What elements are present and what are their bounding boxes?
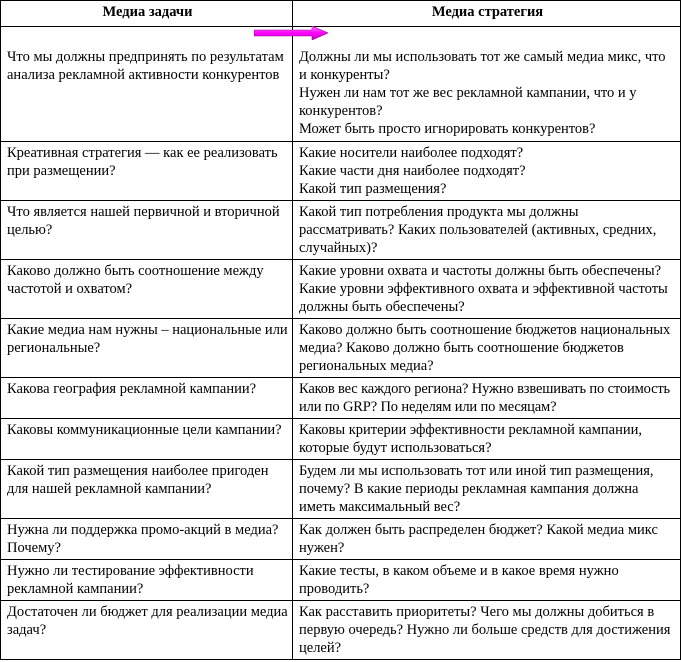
strategy-line: Какие носители наиболее подходят? bbox=[299, 145, 524, 161]
task-cell: Что является нашей первичной и вторичной целью? bbox=[1, 201, 293, 260]
strategy-cell: Каков вес каждого региона? Нужно взвешивать по стоимость или по GRP? По неделям или по месяцам? bbox=[293, 378, 681, 419]
strategy-cell: Каково должно быть соотношение бюджетов национальных медиа? Каково должно быть соотношение бюджетов региональных медиа? bbox=[293, 319, 681, 378]
strategy-cell: Каковы критерии эффективности рекламной кампании, которые будут использоваться? bbox=[293, 419, 681, 460]
table-row bbox=[1, 201, 681, 260]
strategy-cell: Будем ли мы использовать тот или иной тип размещения, почему? В какие периоды рекламная кампания должна иметь максимальный вес? bbox=[293, 460, 681, 519]
task-cell: Нужно ли тестирование эффективности рекламной кампании? bbox=[1, 560, 293, 601]
strategy-cell bbox=[293, 142, 681, 201]
task-cell: Какова география рекламной кампании? bbox=[1, 378, 293, 419]
table-row bbox=[1, 560, 681, 601]
strategy-cell bbox=[293, 27, 681, 142]
task-cell: Нужна ли поддержка промо-акций в медиа? Почему? bbox=[1, 519, 293, 560]
table-row bbox=[1, 519, 681, 560]
table-header-row bbox=[1, 1, 681, 27]
table-row bbox=[1, 142, 681, 201]
table-row bbox=[1, 260, 681, 319]
table-row bbox=[1, 601, 681, 660]
task-cell: Креативная стратегия — как ее реализовать при размещении? bbox=[1, 142, 293, 201]
table-row bbox=[1, 378, 681, 419]
task-cell: Каковы коммуникационные цели кампании? bbox=[1, 419, 293, 460]
strategy-cell: Как расставить приоритеты? Чего мы должны добиться в первую очередь? Нужно ли больше средств для достижения целей? bbox=[293, 601, 681, 660]
header-media-strategy: Медиа стратегия bbox=[293, 1, 681, 27]
strategy-line: Может быть просто игнорировать конкурентов? bbox=[299, 121, 596, 137]
task-cell: Что мы должны предпринять по результатам анализа рекламной активности конкурентов bbox=[1, 27, 293, 142]
strategy-cell: Какие уровни охвата и частоты должны быть обеспечены? Какие уровни эффективного охвата и эффективной частоты должны быть обеспечены? bbox=[293, 260, 681, 319]
task-cell: Какие медиа нам нужны – национальные или региональные? bbox=[1, 319, 293, 378]
task-cell: Какой тип размещения наиболее пригоден для нашей рекламной кампании? bbox=[1, 460, 293, 519]
task-cell: Достаточен ли бюджет для реализации медиа задач? bbox=[1, 601, 293, 660]
strategy-line: Должны ли мы использовать тот же самый медиа микс, что и конкуренты? bbox=[299, 49, 666, 83]
arrow-shape bbox=[254, 26, 328, 40]
task-cell: Каково должно быть соотношение между частотой и охватом? bbox=[1, 260, 293, 319]
table-row bbox=[1, 27, 681, 142]
table-row bbox=[1, 319, 681, 378]
strategy-cell: Какой тип потребления продукта мы должны рассматривать? Каких пользователей (активных, средних, случайных)? bbox=[293, 201, 681, 260]
strategy-cell: Как должен быть распределен бюджет? Какой медиа микс нужен? bbox=[293, 519, 681, 560]
strategy-line: Нужен ли нам тот же вес рекламной кампании, что и у конкурентов? bbox=[299, 85, 637, 119]
right-arrow-icon bbox=[254, 26, 328, 40]
header-media-tasks: Медиа задачи bbox=[1, 1, 293, 27]
strategy-line: Какие части дня наиболее подходят? bbox=[299, 163, 526, 179]
strategy-line: Какой тип размещения? bbox=[299, 181, 447, 197]
table-row bbox=[1, 419, 681, 460]
strategy-cell: Какие тесты, в каком объеме и в какое время нужно проводить? bbox=[293, 560, 681, 601]
table-row bbox=[1, 460, 681, 519]
